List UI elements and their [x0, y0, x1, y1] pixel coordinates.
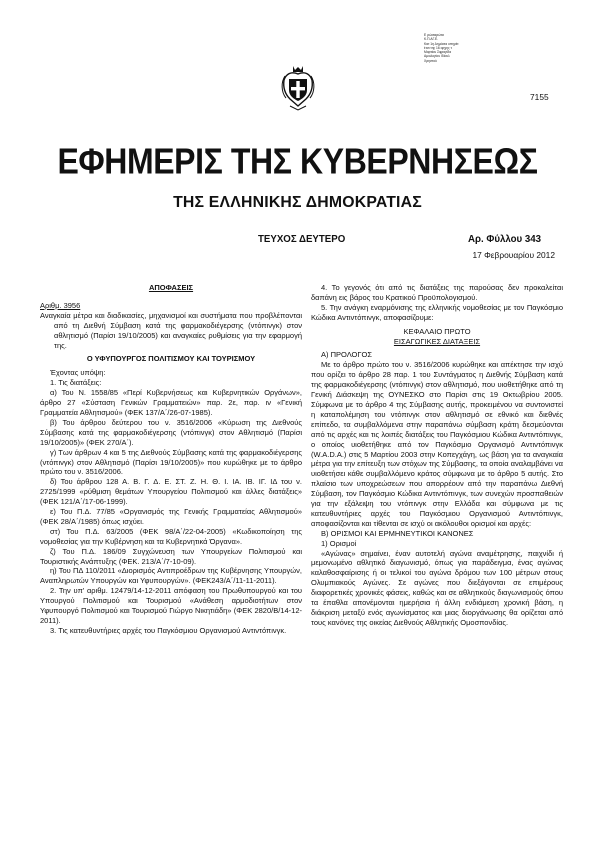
section-heading-prologue: Α) ΠΡΟΛΟΓΟΣ	[321, 350, 372, 360]
paragraph: ε) Του Π.Δ. 77/85 «Οργανισμός της Γενικής Γραμματείας Αθλητισμού» (ΦΕΚ 28/Α΄/1985) όπως ισχύει.	[40, 507, 302, 526]
coat-of-arms-emblem	[278, 62, 318, 112]
issue-series: ΤΕΥΧΟΣ ΔΕΥΤΕΡΟ	[258, 234, 346, 245]
sheet-number-label: Αρ. Φύλλου	[468, 234, 525, 245]
paragraph: 4. Το γεγονός ότι από τις διατάξεις της παρούσας δεν προκαλείται δαπάνη εις βάρος του Κρατικού Προϋπολογισμού.	[311, 283, 563, 302]
paragraph: 3. Τις κατευθυντήριες αρχές του Παγκόσμιου Οργανισμού Αντιντόπινγκ.	[50, 625, 287, 635]
section-heading-definitions: Β) ΟΡΙΣΜΟΙ ΚΑΙ ΕΡΜΗΝΕΥΤΙΚΟΙ ΚΑΝΟΝΕΣ	[321, 528, 474, 538]
section-heading-decisions: ΑΠΟΦΑΣΕΙΣ	[148, 283, 194, 292]
printer-notice-line: έτσι της 16 αρχης τ	[424, 45, 452, 50]
printer-notice-line: Αμιολογίου Ιδίουλ	[424, 54, 450, 59]
printer-notice-line: Κατ 1η Δημόσια υπηρέτ	[424, 41, 459, 46]
chapter-heading: ΚΕΦΑΛΑΙΟ ΠΡΩΤΟ	[403, 326, 471, 336]
sheet-number-value: 343	[524, 234, 542, 245]
paragraph: 5. Την ανάγκη εναρμόνισης της ελληνικής νομοθεσίας με τον Παγκόσμιο Κώδικα Αντιντόπινγκ, αποφασίζουμε:	[311, 302, 563, 322]
paragraph: β) Του άρθρου δεύτερου του ν. 3516/2006 «Κύρωση της Διεθνούς Σύμβασης κατά της φαρμακοδιέγερσης (ντόπινγκ) στον Αθλητισμό (Παρίσι 19/10/2005)» (ΦΕΚ 270/Α΄).	[40, 417, 302, 447]
paragraph: γ) Των άρθρων 4 και 5 της Διεθνούς Σύμβασης κατά της φαρμακοδιέγερσης (ντόπινγκ) στον Αθλητισμό (Παρίσι 19/10/2005)» που κυρώθηκε με το άρθρο πρώτο του ν. 3516/2006.	[40, 447, 302, 477]
definitions-heading: 1) Ορισμοί	[321, 538, 357, 548]
printer-notice-line: Χρηστού	[424, 58, 437, 63]
paragraph: 1. Τις διατάξεις:	[50, 378, 102, 388]
paragraph: 2. Την υπ' αριθμ. 12479/14-12-2011 απόφαση του Πρωθυπουργού και του Υπουργού Πολιτισμού και Τουρισμού «Ανάθεση αρμοδιοτήτων στον Υφυπουργό Πολιτισμού και Τουρισμού Γιώργο Νικητιάδη» (ΦΕΚ 2820/Β/14-12-2011).	[40, 586, 302, 625]
right-column	[311, 283, 563, 628]
printer-notice-line: Ε ρώσιαρώτα	[424, 33, 444, 37]
definition-text: «Αγώνας» σημαίνει, έναν αυτοτελή αγώνα αναμέτρησης, παιχνίδι ή μεμονωμένο αθλητικό διαγωνισμό, όπως για παράδειγμα, ένας αγώνας καλαθοσφαίρισης ή οι τελικοί του αγώνα δρόμου των 100 μέτρων στους Ολυμπιακούς Αγώνες. Σε αγώνες που διεξάγονται σε επιμέρους διαφορετικές χρονικές φάσεις, καθώς και σε αθλητικούς διαγωνισμούς όπου τα έπαθλα απονέμονται ημερήσια ή άλλη ενδιάμεση χρονική βάση, η διάκριση μεταξύ ενός αγωνίσματος και μιας διοργάνωσης θα ορίζεται από τους κανόνες της οικείας Διεθνούς Αθλητικής Ομοσπονδίας.	[311, 548, 563, 627]
masthead-title: ΕΦΗΜΕΡΙΣ ΤΗΣ ΚΥΒΕΡΝΗΣΕΩΣ	[57, 141, 538, 182]
decision-title: Αναγκαία μέτρα και διαδικασίες, μηχανισμοί και συστήματα που προβλέπονται από τη Διεθνή Σύμβαση κατά της φαρμακοδιέγερσης (ντόπινγκ) στον αθλητισμό (Παρίσι 19/10/2005) και αναγκαίες ρυθμίσεις για την εφαρμογή της.	[40, 310, 302, 350]
printer-notice	[424, 33, 504, 63]
printer-notice-line: Μαρτίου Σφραγίδα	[424, 50, 452, 55]
paragraph: στ) Του Π.Δ. 63/2005 (ΦΕΚ 98/Α΄/22-04-2005) «Κωδικοποίηση της νομοθεσίας για την Κυβέρνηση και τα Κυβερνητικά Όργανα».	[40, 526, 302, 546]
minister-title: Ο ΥΦΥΠΟΥΡΓΟΣ ΠΟΛΙΤΙΣΜΟΥ ΚΑΙ ΤΟΥΡΙΣΜΟΥ	[86, 354, 256, 364]
having-regard: Έχοντας υπόψη:	[50, 368, 106, 378]
paragraph: ζ) Του Π.Δ. 186/09 Συγχώνευση των Υπουργείων Πολιτισμού και Τουριστικής Ανάπτυξης (ΦΕΚ. 213/Α΄/7-10-09).	[40, 546, 302, 566]
printer-notice-line: Κ.Π.ΑΓ.Ε.	[424, 37, 439, 42]
sheet-number	[468, 234, 541, 245]
masthead-subtitle: ΤΗΣ ΕΛΛΗΝΙΚΗΣ ΔΗΜΟΚΡΑΤΙΑΣ	[173, 194, 422, 211]
prologue-text: Με το άρθρο πρώτο του ν. 3516/2006 κυρώθηκε και απέκτησε την ισχύ που ορίζει το άρθρο 28 παρ. 1 του Συντάγματος η Διεθνής Σύμβαση κατά της φαρμακοδιέγερσης (ντόπινγκ) στον αθλητισμό, που υιοθετήθηκε από τη Γενική Διάσκεψη της ΟΥΝΕΣΚΟ στο Παρίσι στις 19 Οκτωβρίου 2005. Σύμφωνα με το άρθρο 4 της Σύμβασης αυτής, προκειμένου να συντονιστεί η καταπολέμηση του ντόπινγκ στον αθλητισμό σε εθνικό και διεθνές επίπεδο, τα συμβαλλόμενα στην παραπάνω σύμβαση κράτη δεσμεύονται από τις αρχές και τις λοιπές διατάξεις του Παγκόσμιου Κώδικα Αντιντόπινγκ, ο οποίος υιοθετήθηκε από τον Παγκόσμιο Οργανισμό Αντιντόπινγκ (W.A.D.A.) στις 5 Μαρτίου 2003 στην Κοπεγχάγη, ως βάση για τα αναγκαία μέτρα για την επίτευξη των στόχων της Σύμβασης, τα οποία αναλαμβάνει να υιοθετήσει κάθε συμβαλλόμενο κράτος σύμφωνα με το άρθρο 5 αυτής. Στο πλαίσιο των υποχρεώσεων που απορρέουν από την παραπάνω Διεθνή Σύμβαση, τον Παγκόσμιο Κώδικα Αντιντόπινγκ, των συνεχών προσπαθειών για την εξάλειψη του ντόπινγκ στην Ελλάδα και σύμφωνα με τις κατευθυντήριες αρχές του Παγκόσμιου Οργανισμού Αντιντόπινγκ, αποφασίζονται και τίθενται σε ισχύ οι ακόλουθοι ορισμοί και αρχές:	[311, 360, 563, 528]
paragraph: δ) Του άρθρου 128 Α. Β. Γ. Δ. Ε. ΣΤ. Ζ. Η. Θ. Ι. ΙΑ. ΙΒ. ΙΓ. ΙΔ του ν. 2725/1999 «ρύθμιση θεμάτων Υπουργείου Πολιτισμού και άλλες διατάξεις» (ΦΕΚ 121/Α΄/17-06-1999).	[40, 477, 302, 507]
decision-number: Αριθμ. 3956	[40, 300, 81, 310]
issue-date: 17 Φεβρουαρίου 2012	[472, 250, 555, 260]
paragraph: η) Του ΠΔ 110/2011 «Διορισμός Αντιπροέδρων της Κυβέρνησης Υπουργών, Αναπληρωτών Υπουργών και Υφυπουργών». (ΦΕΚ243/Α΄/11-11-2011).	[40, 566, 302, 586]
page-number: 7155	[530, 92, 549, 102]
chapter-subheading: ΕΙΣΑΓΩΓΙΚΕΣ ΔΙΑΤΑΞΕΙΣ	[393, 336, 481, 346]
paragraph: α) Του Ν. 1558/85 «Περί Κυβερνήσεως και Κυβερνητικών Οργάνων», άρθρο 27 «Σύσταση Γενικών Γραμματειών» παρ. 2ε, παρ. ιν «Γενική Γραμματεία Αθλητισμού» (ΦΕΚ 137/Α΄/26-07-1985).	[40, 388, 302, 417]
left-column	[40, 283, 302, 636]
